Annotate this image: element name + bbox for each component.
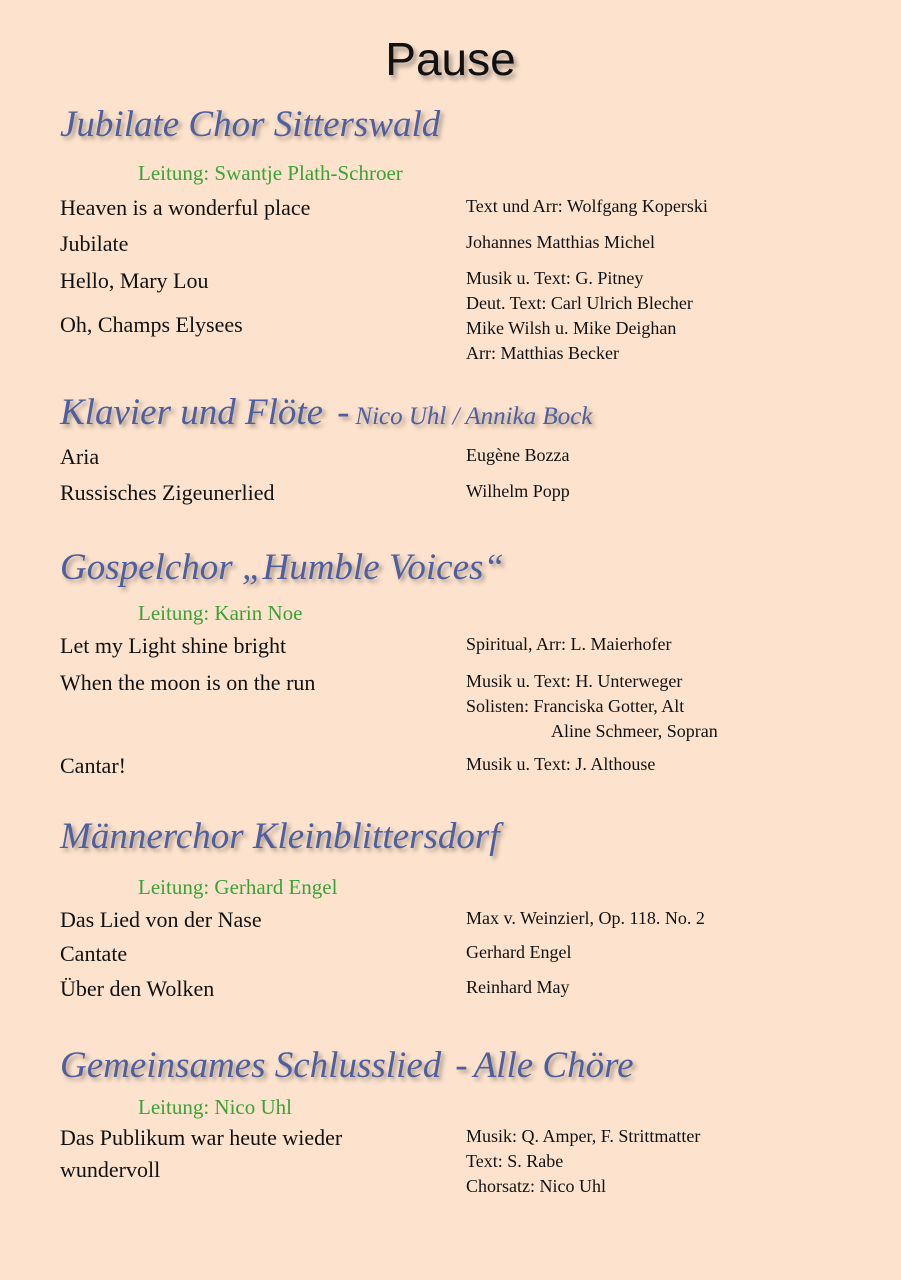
piece-title: Oh, Champs Elysees [60,312,243,337]
section-title-gospelchor: Gospelchor „Humble Voices“ [60,547,504,588]
credit-line: Musik: Q. Amper, F. Strittmatter [466,1126,701,1146]
section-title-maennerchor: Männerchor Kleinblittersdorf [60,816,500,857]
section-title-main: Gemeinsames Schlusslied [60,1045,442,1086]
credit-line: Text und Arr: Wolfgang Koperski [466,196,708,216]
credit-line: Musik u. Text: J. Althouse [466,754,656,774]
piece-credit [466,752,886,777]
piece-credit [466,194,886,219]
credit-line: Max v. Weinzierl, Op. 118. No. 2 [466,908,705,928]
piece-credit [466,443,886,468]
credit-line: Aline Schmeer, Sopran [551,721,718,741]
section-title-main: Klavier und Flöte [60,392,324,433]
section-leader: Leitung: Karin Noe [138,601,303,625]
piece-title: Russisches Zigeunerlied [60,480,275,505]
piece-title: Das Lied von der Nase [60,907,262,932]
piece-credit [466,316,886,366]
section-leader: Leitung: Swantje Plath-Schroer [138,161,403,185]
credit-line: Wilhelm Popp [466,481,570,501]
credit-line: Eugène Bozza [466,445,570,465]
piece-credit [466,1124,886,1199]
piece-credit [466,669,886,744]
piece-credit [466,230,886,255]
piece-title: Cantate [60,941,128,966]
piece-credit [466,940,886,965]
credit-line: Arr: Matthias Becker [466,343,619,363]
piece-title: Hello, Mary Lou [60,268,209,293]
piece-credit [466,266,886,316]
piece-credit [466,632,886,657]
credit-line: Solisten: Franciska Gotter, Alt [466,696,685,716]
section-subtitle: Alle Chöre [473,1045,634,1086]
section-subtitle: Nico Uhl / Annika Bock [355,403,593,430]
credit-line: Reinhard May [466,977,570,997]
piece-title: Let my Light shine bright [60,633,287,658]
piece-credit [466,906,886,931]
credit-line: Deut. Text: Carl Ulrich Blecher [466,293,693,313]
piece-title: Das Publikum war heute wieder wundervoll [60,1125,343,1182]
credit-line: Mike Wilsh u. Mike Deighan [466,318,677,338]
credit-line: Johannes Matthias Michel [466,232,655,252]
piece-title: Aria [60,444,100,469]
piece-title: Heaven is a wonderful place [60,195,311,220]
section-leader: Leitung: Gerhard Engel [138,875,338,899]
title-dash: - [455,1045,468,1086]
section-title-klavier-floete [60,391,592,434]
section-leader: Leitung: Nico Uhl [138,1095,292,1119]
credit-line: Spiritual, Arr: L. Maierhofer [466,634,672,654]
piece-credit [466,479,886,504]
piece-title: Über den Wolken [60,976,215,1001]
piece-title: Cantar! [60,753,126,778]
section-title-schlusslied [60,1044,634,1087]
page-title: Pause [385,33,516,85]
credit-line: Gerhard Engel [466,942,572,962]
credit-line: Text: S. Rabe [466,1151,564,1171]
credit-line: Musik u. Text: G. Pitney [466,268,644,288]
credit-line: Chorsatz: Nico Uhl [466,1176,606,1196]
piece-title: Jubilate [60,231,129,256]
title-dash: - [337,392,350,433]
credit-line: Musik u. Text: H. Unterweger [466,671,683,691]
piece-title: When the moon is on the run [60,670,316,695]
piece-credit [466,975,886,1000]
section-title-jubilate-chor: Jubilate Chor Sitterswald [60,104,441,145]
